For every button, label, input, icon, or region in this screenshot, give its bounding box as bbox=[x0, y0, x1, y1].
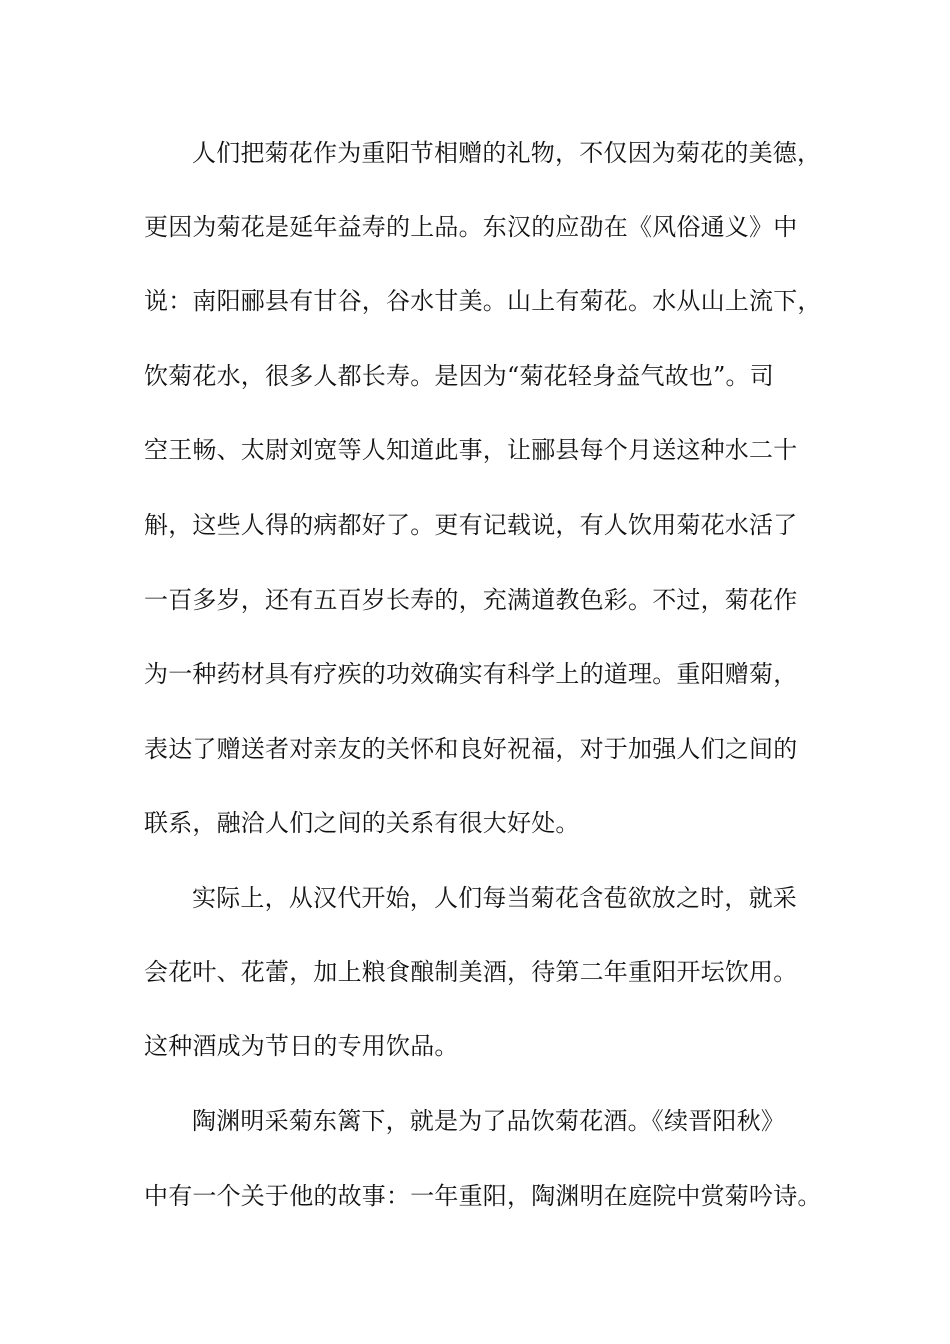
paragraph-2-line-1: 实际上，从汉代开始，人们每当菊花含苞欲放之时，就采 bbox=[192, 884, 797, 912]
paragraph-1-line-7: 一百多岁，还有五百岁长寿的，充满道教色彩。不过，菊花作 bbox=[144, 586, 798, 614]
paragraph-1-line-2: 更因为菊花是延年益寿的上品。东汉的应劭在《风俗通义》中 bbox=[144, 213, 798, 241]
paragraph-1-line-3: 说：南阳郦县有甘谷，谷水甘美。山上有菊花。水从山上流下， bbox=[144, 287, 822, 315]
paragraph-1-line-9: 表达了赠送者对亲友的关怀和良好祝福，对于加强人们之间的 bbox=[144, 735, 798, 763]
paragraph-2-line-2: 会花叶、花蕾，加上粮食酿制美酒，待第二年重阳开坛饮用。 bbox=[144, 958, 798, 986]
paragraph-1-line-8: 为一种药材具有疗疾的功效确实有科学上的道理。重阳赠菊， bbox=[144, 660, 798, 688]
paragraph-1-line-5: 空王畅、太尉刘宽等人知道此事，让郦县每个月送这种水二十 bbox=[144, 436, 798, 464]
paragraph-2-line-3: 这种酒成为节日的专用饮品。 bbox=[144, 1032, 459, 1060]
paragraph-1-line-1: 人们把菊花作为重阳节相赠的礼物，不仅因为菊花的美德， bbox=[192, 139, 822, 167]
paragraph-1-line-6: 斛，这些人得的病都好了。更有记载说，有人饮用菊花水活了 bbox=[144, 511, 798, 539]
paragraph-3-line-2: 中有一个关于他的故事：一年重阳，陶渊明在庭院中赏菊吟诗。 bbox=[144, 1182, 822, 1210]
paragraph-3-line-1: 陶渊明采菊东篱下，就是为了品饮菊花酒。《续晋阳秋》 bbox=[192, 1107, 785, 1135]
paragraph-1-line-4: 饮菊花水，很多人都长寿。是因为“菊花轻身益气故也”。司 bbox=[144, 362, 774, 390]
paragraph-1-line-10: 联系，融洽人们之间的关系有很大好处。 bbox=[144, 809, 580, 837]
